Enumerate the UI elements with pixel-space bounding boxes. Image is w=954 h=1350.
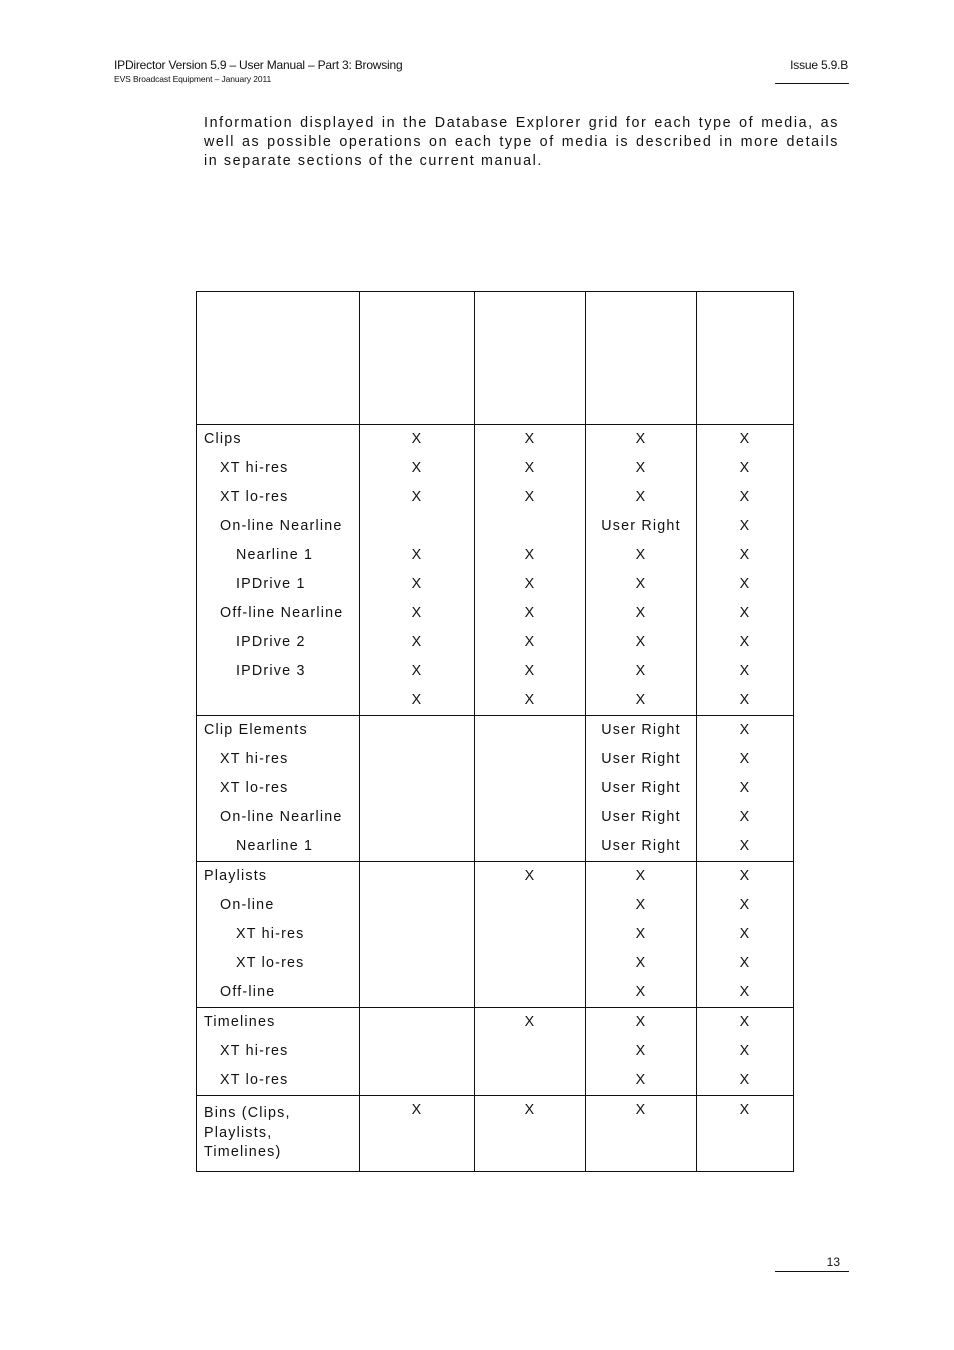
operation-value: X (739, 897, 751, 913)
operation-value: User Right (601, 780, 681, 796)
operation-value (360, 745, 474, 774)
operation-value (475, 512, 585, 541)
operation-cell (475, 1008, 586, 1096)
operation-value: X (524, 489, 536, 505)
operation-value: X (635, 984, 647, 1000)
operation-value (360, 949, 474, 978)
media-type-label: IPDrive 2 (236, 634, 306, 650)
operation-value: X (524, 663, 536, 679)
table-group-row (197, 862, 794, 1008)
issue-label: Issue 5.9.B (790, 58, 848, 72)
operation-value (360, 891, 474, 920)
operation-value: X (739, 576, 751, 592)
media-type-label: IPDrive 3 (236, 663, 306, 679)
operation-value: X (524, 547, 536, 563)
operation-value: X (635, 634, 647, 650)
operation-value (475, 1066, 585, 1095)
operation-value: X (411, 605, 423, 621)
operation-value: X (739, 460, 751, 476)
operation-value: X (635, 692, 647, 708)
operation-cell (697, 1008, 794, 1096)
operation-value: X (411, 576, 423, 592)
operation-value: X (635, 576, 647, 592)
table-group-row (197, 1096, 794, 1172)
operation-value: X (524, 868, 536, 884)
operation-value: X (411, 547, 423, 563)
operation-value (360, 978, 474, 1007)
operation-cell (697, 862, 794, 1008)
operation-value: X (739, 868, 751, 884)
table-header-row (197, 292, 794, 425)
operation-value (360, 803, 474, 832)
operation-value: X (524, 692, 536, 708)
operation-value: X (739, 955, 751, 971)
operation-value: X (739, 663, 751, 679)
header-cell (360, 292, 475, 425)
operation-value (360, 920, 474, 949)
operation-value: X (739, 431, 751, 447)
operation-value (475, 920, 585, 949)
operation-value: X (739, 984, 751, 1000)
media-type-label: Clips (204, 431, 242, 447)
media-type-cell (197, 716, 360, 862)
operation-value: User Right (601, 722, 681, 738)
media-type-label: XT hi-res (220, 751, 289, 767)
media-type-label: XT hi-res (220, 460, 289, 476)
operation-value: X (739, 1043, 751, 1059)
media-type-label: On-line Nearline (220, 809, 343, 825)
operation-value: X (635, 547, 647, 563)
operation-value: User Right (601, 809, 681, 825)
operation-value: X (635, 897, 647, 913)
operation-cell (360, 1096, 475, 1172)
table-group-row (197, 716, 794, 862)
header-cell (197, 292, 360, 425)
operation-value (475, 949, 585, 978)
media-type-label: XT lo-res (220, 1072, 289, 1088)
operation-cell (360, 425, 475, 716)
operation-value: X (739, 722, 751, 738)
media-type-cell (197, 425, 360, 716)
media-operations-table (196, 291, 794, 1172)
page-header (114, 58, 402, 84)
operation-value: X (739, 692, 751, 708)
operation-value: X (524, 1014, 536, 1030)
media-type-cell (197, 1096, 360, 1172)
operation-value: User Right (601, 518, 681, 534)
operation-value: X (411, 634, 423, 650)
operation-value (475, 978, 585, 1007)
operation-value: X (411, 460, 423, 476)
operation-cell (697, 425, 794, 716)
operation-value: X (739, 489, 751, 505)
media-type-label: Nearline 1 (236, 838, 314, 854)
operation-value: X (635, 489, 647, 505)
media-type-label: XT lo-res (220, 780, 289, 796)
operation-value: X (739, 518, 751, 534)
operation-value: X (411, 692, 423, 708)
operation-cell (360, 862, 475, 1008)
operation-value: X (635, 431, 647, 447)
operation-value: X (524, 605, 536, 621)
operation-value (475, 803, 585, 832)
operation-value (475, 774, 585, 803)
operation-value: X (739, 809, 751, 825)
media-type-label: XT hi-res (220, 1043, 289, 1059)
operation-cell (475, 716, 586, 862)
header-rule (775, 83, 849, 84)
footer-rule (775, 1271, 849, 1272)
operation-value: X (411, 1102, 423, 1118)
media-type-label: XT lo-res (220, 489, 289, 505)
header-cell (475, 292, 586, 425)
operation-value: X (411, 663, 423, 679)
operation-value: User Right (601, 751, 681, 767)
operation-value: X (635, 1043, 647, 1059)
operation-value: X (635, 460, 647, 476)
operation-value: X (739, 1014, 751, 1030)
operation-value: X (524, 431, 536, 447)
operation-value (475, 745, 585, 774)
operation-cell (697, 1096, 794, 1172)
operation-value: X (635, 1072, 647, 1088)
operation-cell (697, 716, 794, 862)
operation-value: X (739, 1072, 751, 1088)
operation-value: X (739, 1102, 751, 1118)
operation-value: X (635, 1014, 647, 1030)
operation-value (360, 862, 474, 891)
operation-value (475, 1037, 585, 1066)
operation-value: X (739, 634, 751, 650)
media-type-label: Bins (Clips, Playlists, Timelines) (204, 1105, 291, 1160)
media-type-label: On-line Nearline (220, 518, 343, 534)
operation-value: X (739, 751, 751, 767)
operation-cell (586, 1008, 697, 1096)
media-type-label: On-line (220, 897, 275, 913)
media-type-label: Off-line Nearline (220, 605, 344, 621)
operation-value (360, 1037, 474, 1066)
document-subtitle: EVS Broadcast Equipment – January 2011 (114, 74, 272, 84)
operation-value (360, 1008, 474, 1037)
media-type-label: XT hi-res (236, 926, 305, 942)
operation-cell (360, 1008, 475, 1096)
operation-value (360, 716, 474, 745)
operation-value (475, 891, 585, 920)
operation-value: X (739, 838, 751, 854)
media-type-label: Playlists (204, 868, 268, 884)
operation-value: X (635, 663, 647, 679)
operation-value: X (739, 780, 751, 796)
operation-value: X (739, 605, 751, 621)
operation-cell (586, 862, 697, 1008)
document-title: IPDirector Version 5.9 – User Manual – Part 3: Browsing (114, 58, 403, 72)
table-group-row (197, 1008, 794, 1096)
operation-value: X (411, 489, 423, 505)
operation-value: X (635, 926, 647, 942)
operation-value: X (739, 547, 751, 563)
media-type-label: Off-line (220, 984, 276, 1000)
operation-cell (475, 862, 586, 1008)
operation-value: X (635, 868, 647, 884)
intro-paragraph: Information displayed in the Database Explorer grid for each type of media, as well as possible operations on each type of media is described in more details in separate sections of the current manual. (204, 115, 839, 169)
operation-value: X (524, 1102, 536, 1118)
media-type-label: IPDrive 1 (236, 576, 306, 592)
operation-value (475, 832, 585, 861)
media-type-label (197, 686, 359, 715)
operation-value: X (524, 634, 536, 650)
operation-cell (475, 1096, 586, 1172)
operation-value: User Right (601, 838, 681, 854)
media-type-label: Timelines (204, 1014, 276, 1030)
media-type-label: XT lo-res (236, 955, 305, 971)
operation-value: X (635, 1102, 647, 1118)
operation-cell (586, 425, 697, 716)
operation-cell (586, 716, 697, 862)
operation-value: X (524, 460, 536, 476)
page-number: 13 (826, 1255, 840, 1269)
media-type-cell (197, 1008, 360, 1096)
media-type-label: Nearline 1 (236, 547, 314, 563)
operation-value: X (739, 926, 751, 942)
operation-value: X (635, 955, 647, 971)
operation-value (475, 716, 585, 745)
header-cell (697, 292, 794, 425)
operation-cell (586, 1096, 697, 1172)
operation-value: X (411, 431, 423, 447)
operation-cell (475, 425, 586, 716)
operation-value: X (524, 576, 536, 592)
table-group-row (197, 425, 794, 716)
media-type-label: Clip Elements (204, 722, 308, 738)
operation-value (360, 774, 474, 803)
operation-value (360, 832, 474, 861)
operation-value (360, 1066, 474, 1095)
media-type-cell (197, 862, 360, 1008)
operation-value: X (635, 605, 647, 621)
operation-cell (360, 716, 475, 862)
operation-value (360, 512, 474, 541)
header-cell (586, 292, 697, 425)
